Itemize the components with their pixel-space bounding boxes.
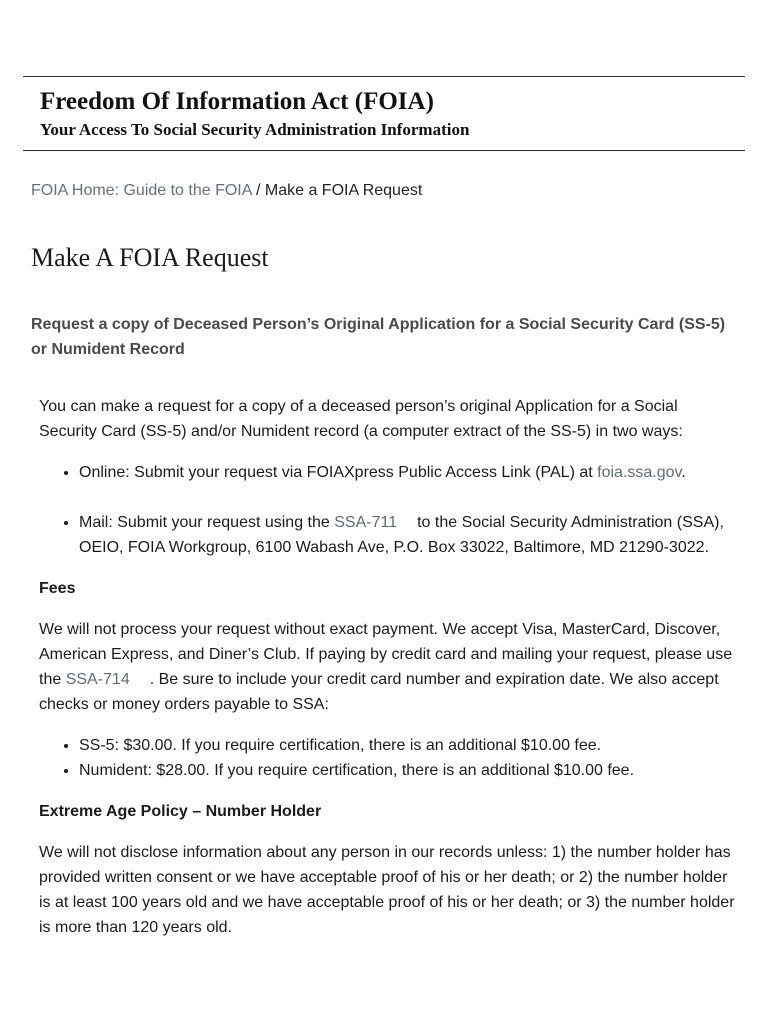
- foia-ssa-gov-link[interactable]: foia.ssa.gov: [597, 464, 682, 481]
- mail-method-text: Mail: Submit your request using the: [79, 514, 335, 531]
- fee-item-numident: • Numident: $28.00. If you require certification, there is an additional $10.00 fee.: [79, 758, 739, 783]
- mail-method-address: to the Social Security Administration (SSA), OEIO, FOIA Workgroup, 6100 Wabash Ave, P.O. Box 33022, Baltimore, MD 21290-3022.: [79, 514, 724, 556]
- fees-heading: Fees: [39, 580, 76, 597]
- breadcrumb-current: Make a FOIA Request: [264, 182, 423, 199]
- mail-method-list: [39, 510, 739, 560]
- intro-paragraph: You can make a request for a copy of a deceased person’s original Application for a Social Security Card (SS-5) and/or Numident record (a computer extract of the SS-5) in two ways:: [39, 398, 683, 440]
- extreme-age-paragraph: We will not disclose information about any person in our records unless: 1) the number holder has provided written consent or we have acceptable proof of his or her death; or 2) the number holder is at least 100 years old and we have acceptable proof of his or her death; or 3) the number holder is more than 120 years old.: [39, 844, 735, 936]
- mail-method-item: [79, 510, 739, 560]
- page-title: Make A FOIA Request: [31, 243, 269, 272]
- fees-paragraph: [39, 617, 739, 717]
- extreme-age-heading: Extreme Age Policy – Number Holder: [39, 803, 322, 820]
- ssa-711-link[interactable]: SSA-711: [334, 514, 398, 531]
- site-tagline: Your Access To Social Security Administration Information: [40, 120, 470, 139]
- ssa-714-link[interactable]: SSA-714: [65, 671, 130, 688]
- site-title[interactable]: Freedom Of Information Act (FOIA): [40, 88, 434, 115]
- fees-text-after: . Be sure to include your credit card number and expiration date. We also accept checks or money orders payable to SSA:: [39, 671, 719, 713]
- page-subtitle: Request a copy of Deceased Person’s Original Application for a Social Security Card (SS-5) or Numident Record: [31, 316, 726, 358]
- online-method-text: Online: Submit your request via FOIAXpress Public Access Link (PAL) at: [79, 464, 598, 481]
- online-method-item: [79, 460, 739, 485]
- site-header: [23, 76, 745, 151]
- breadcrumb-home-link[interactable]: FOIA Home: Guide to the FOIA: [31, 182, 252, 199]
- fees-list: [39, 733, 739, 783]
- online-method-suffix: .: [681, 464, 686, 481]
- request-methods-list: [39, 460, 739, 485]
- fees-text-before: We will not process your request without exact payment. We accept Visa, MasterCard, Discover, American Express, and Diner’s Club. If paying by credit card and mailing your request, please use the: [39, 621, 733, 688]
- breadcrumb-separator: /: [251, 182, 265, 199]
- main-content: [39, 394, 739, 940]
- fee-item-ss5: • SS-5: $30.00. If you require certification, there is an additional $10.00 fee.: [79, 733, 739, 758]
- breadcrumb: [31, 181, 422, 201]
